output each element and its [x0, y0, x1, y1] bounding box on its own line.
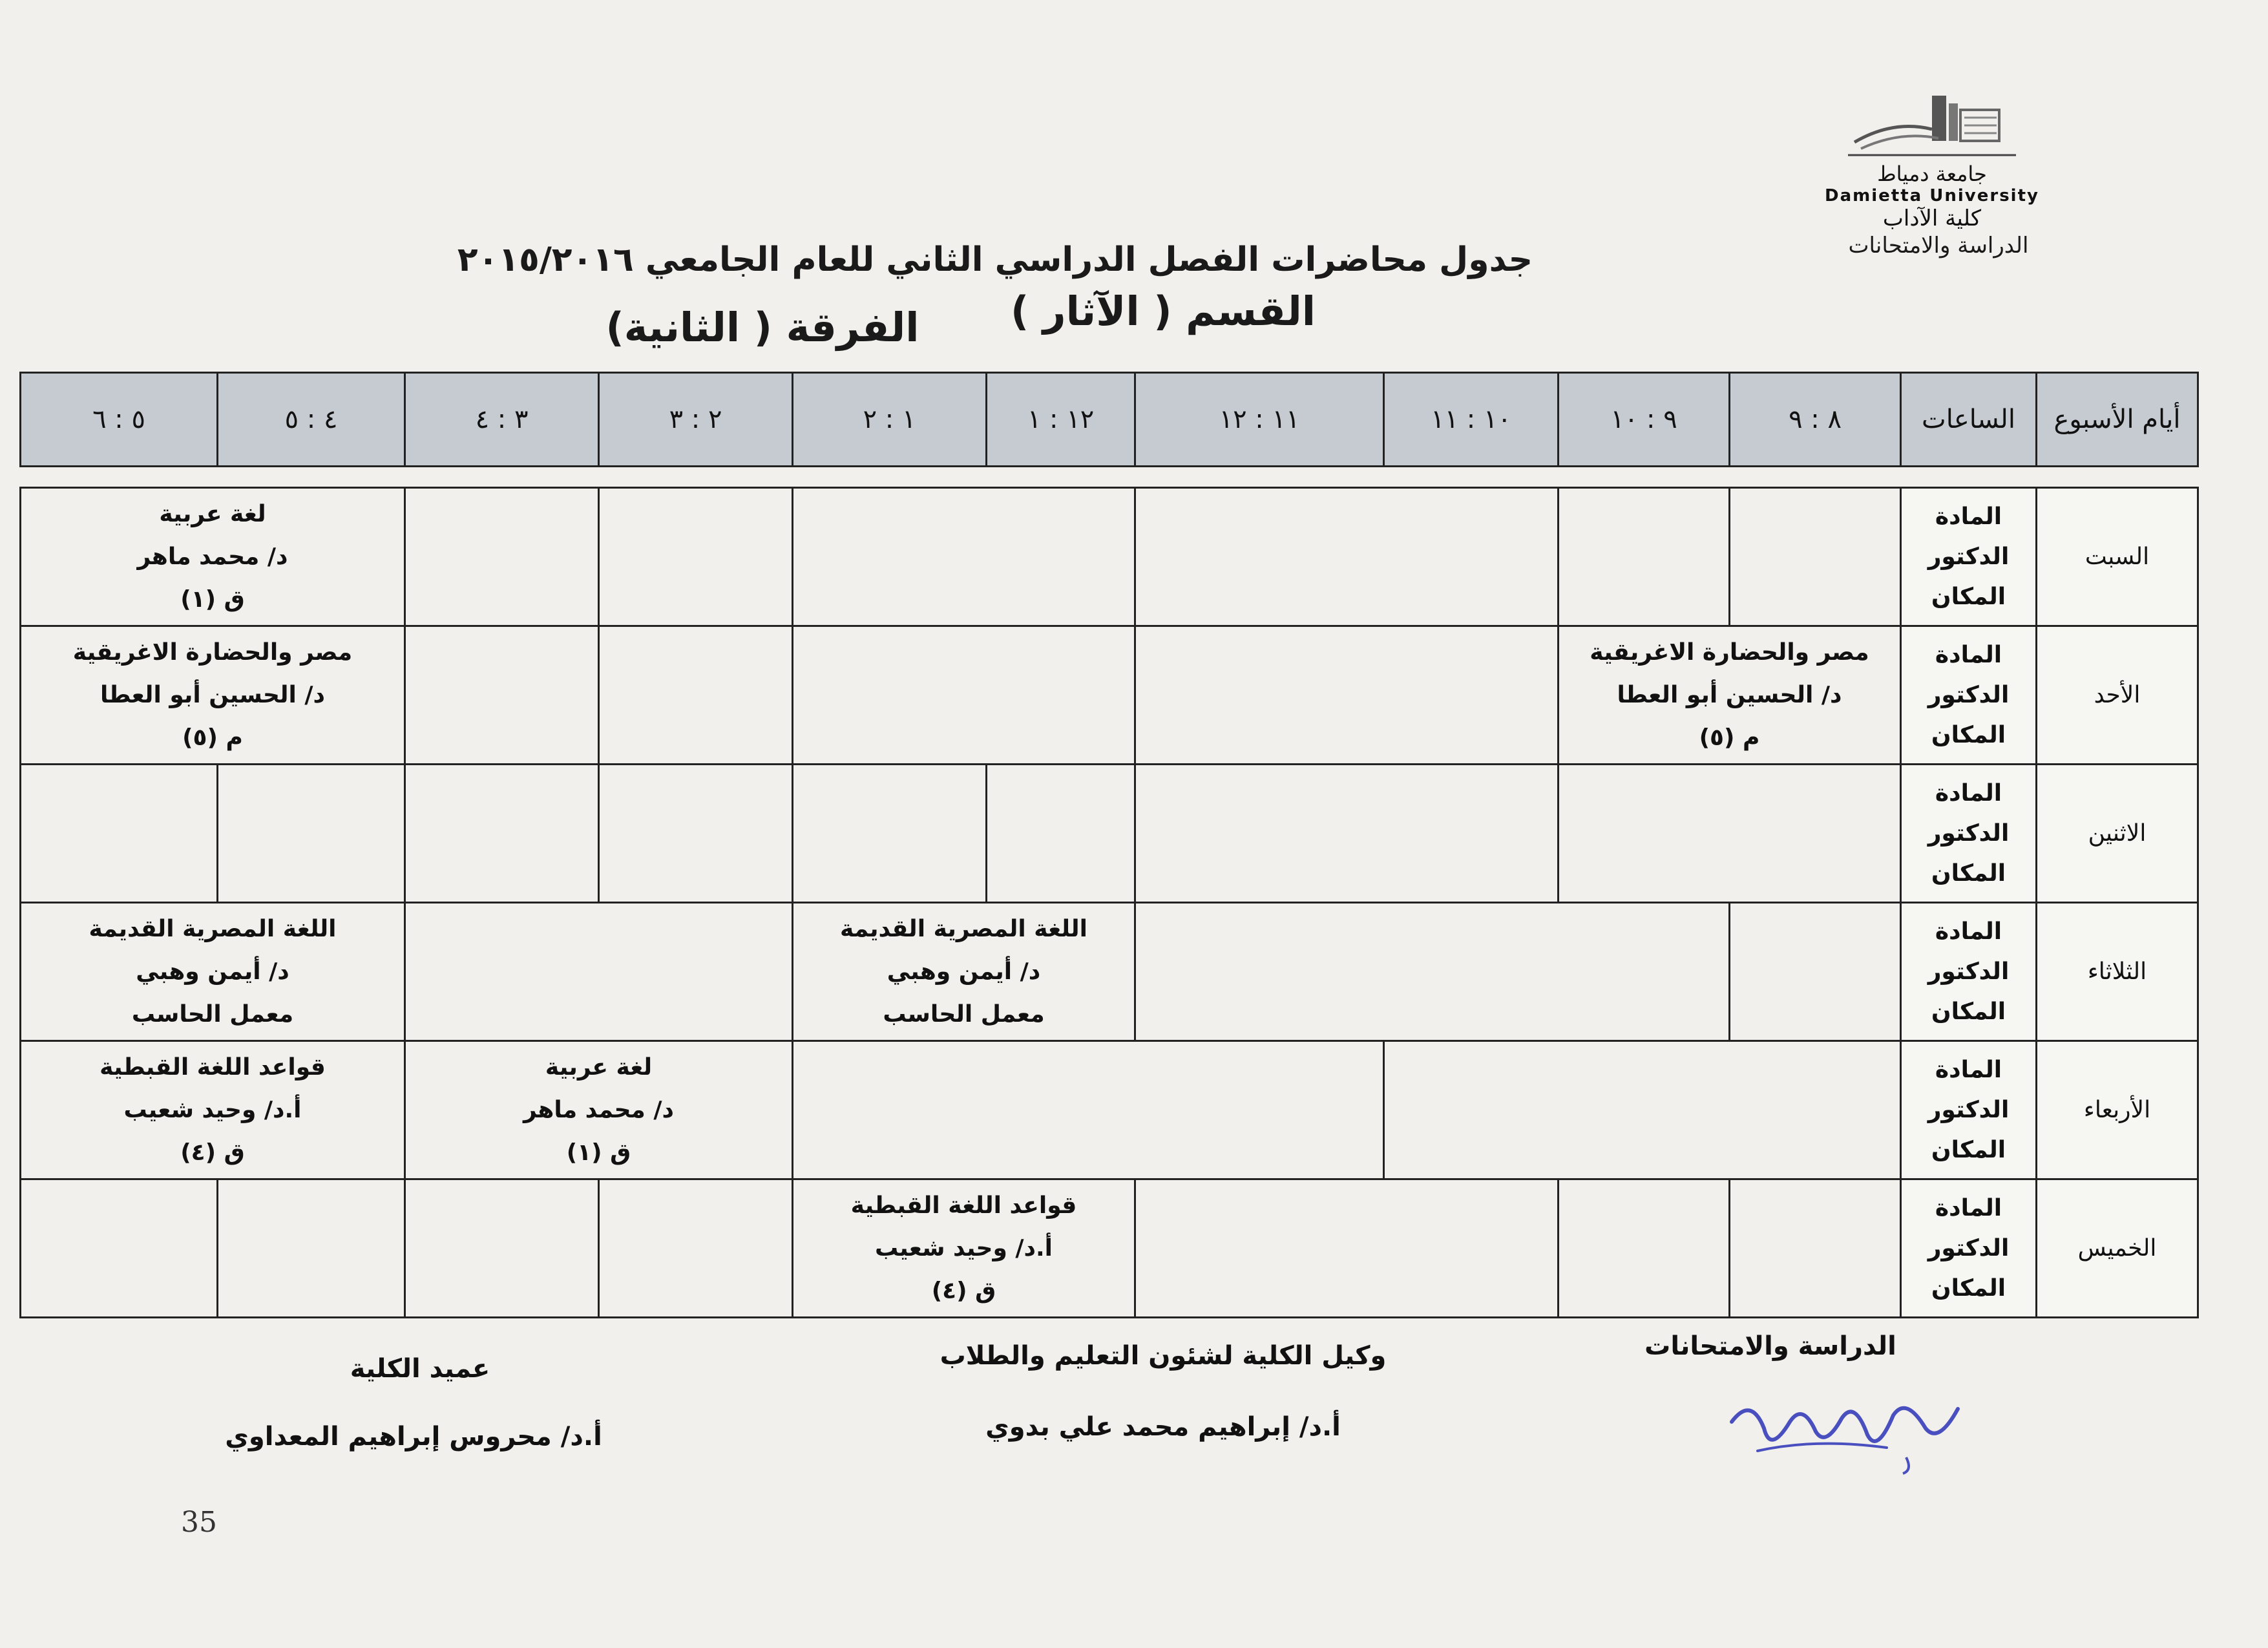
column-header-slot: ١٢ : ١: [987, 373, 1135, 467]
column-header-slot: ٨ : ٩: [1730, 373, 1901, 467]
session-room: معمل الحاسب: [883, 1000, 1045, 1028]
column-header-slot: ١١ : ١٢: [1135, 373, 1384, 467]
column-header-slot: ٩ : ١٠: [1559, 373, 1730, 467]
column-header-slot: ٥ : ٦: [21, 373, 218, 467]
session-cell: [21, 488, 405, 626]
schedule-title: جدول محاضرات الفصل الدراسي الثاني للعام الجامعي ٢٠١٥/٢٠١٦: [457, 240, 1533, 279]
session-doctor: د/ أيمن وهبي: [887, 958, 1041, 985]
row-label-course: المادة: [1935, 779, 2002, 807]
footer-office-title: الدراسة والامتحانات: [1644, 1331, 1896, 1361]
empty-cell: [21, 1179, 218, 1318]
session-cell: [21, 903, 405, 1041]
level-label: الفرقة ( الثانية): [605, 304, 919, 351]
table-row: [21, 1179, 2198, 1318]
table-header-row: [21, 373, 2198, 467]
empty-cell: [1730, 488, 1901, 626]
session-course: اللغة المصرية القديمة: [89, 915, 337, 942]
session-cell: [21, 1041, 405, 1179]
empty-cell: [1135, 903, 1730, 1041]
footer-vice-dean-name: أ.د/ إبراهيم محمد علي بدوي: [985, 1412, 1341, 1442]
row-label-course: المادة: [1935, 918, 2002, 945]
handwritten-signature: [1719, 1383, 1977, 1480]
session-doctor: أ.د/ وحيد شعيب: [874, 1234, 1053, 1262]
session-cell: [405, 1041, 793, 1179]
column-header-days: أيام الأسبوع: [2037, 373, 2198, 467]
column-header-slot: ٢ : ٣: [599, 373, 793, 467]
column-header-slot: ٤ : ٥: [218, 373, 405, 467]
row-labels: [1901, 1179, 2037, 1318]
empty-cell: [599, 488, 793, 626]
session-room: ق (١): [566, 1139, 631, 1166]
empty-cell: [1559, 1179, 1730, 1318]
office-label: الدراسة والامتحانات: [1848, 233, 2029, 259]
session-room: ق (٤): [931, 1277, 996, 1304]
row-labels: [1901, 903, 2037, 1041]
row-labels: [1901, 488, 2037, 626]
empty-cell: [405, 765, 599, 903]
empty-cell: [793, 1041, 1384, 1179]
session-cell: [793, 903, 1135, 1041]
day-name: الثلاثاء: [2037, 903, 2198, 1041]
session-room: م (٥): [1699, 724, 1760, 751]
empty-cell: [793, 488, 1135, 626]
empty-cell: [405, 488, 599, 626]
row-label-course: المادة: [1935, 1056, 2002, 1083]
column-header-hours: الساعات: [1901, 373, 2037, 467]
table-row: [21, 765, 2198, 903]
footer-dean-name: أ.د/ محروس إبراهيم المعداوي: [225, 1422, 602, 1452]
session-course: قواعد اللغة القبطية: [850, 1192, 1077, 1219]
session-course: اللغة المصرية القديمة: [839, 915, 1088, 942]
row-label-place: المكان: [1931, 1274, 2006, 1302]
session-course: لغة عربية: [545, 1053, 653, 1081]
empty-cell: [1384, 1041, 1901, 1179]
empty-cell: [599, 765, 793, 903]
empty-cell: [21, 765, 218, 903]
department-label: القسم ( الآثار ): [1011, 288, 1316, 335]
row-label-place: المكان: [1931, 860, 2006, 887]
session-course: قواعد اللغة القبطية: [100, 1053, 326, 1081]
schedule-table: [19, 372, 2199, 1318]
faculty-name: كلية الآداب: [1882, 206, 1982, 231]
university-emblem-icon: [1835, 90, 2029, 162]
day-name: الأربعاء: [2037, 1041, 2198, 1179]
table-row: [21, 488, 2198, 626]
day-name: الأحد: [2037, 626, 2198, 765]
empty-cell: [1730, 903, 1901, 1041]
empty-cell: [793, 626, 1135, 765]
session-course: مصر والحضارة الاغريقية: [1590, 639, 1869, 666]
session-cell: [1559, 626, 1901, 765]
row-labels: [1901, 1041, 2037, 1179]
empty-cell: [1135, 626, 1559, 765]
row-label-doctor: الدكتور: [1927, 819, 2010, 847]
row-label-course: المادة: [1935, 503, 2002, 530]
session-doctor: أ.د/ وحيد شعيب: [123, 1096, 302, 1123]
session-room: ق (١): [180, 586, 245, 613]
session-doctor: د/ الحسين أبو العطا: [100, 681, 325, 708]
footer-vice-dean-title: وكيل الكلية لشئون التعليم والطلاب: [940, 1341, 1387, 1371]
empty-cell: [1559, 765, 1901, 903]
row-labels: [1901, 626, 2037, 765]
column-header-slot: ١٠ : ١١: [1384, 373, 1559, 467]
empty-cell: [599, 626, 793, 765]
row-label-place: المكان: [1931, 1136, 2006, 1163]
session-doctor: د/ محمد ماهر: [137, 543, 288, 570]
page-number: 35: [181, 1506, 217, 1539]
day-name: الخميس: [2037, 1179, 2198, 1318]
empty-cell: [405, 1179, 599, 1318]
row-label-place: المكان: [1931, 583, 2006, 610]
day-name: الاثنين: [2037, 765, 2198, 903]
row-label-place: المكان: [1931, 721, 2006, 748]
empty-cell: [1135, 1179, 1559, 1318]
empty-cell: [218, 1179, 405, 1318]
row-label-doctor: الدكتور: [1927, 1096, 2010, 1123]
column-header-slot: ٣ : ٤: [405, 373, 599, 467]
day-name: السبت: [2037, 488, 2198, 626]
empty-cell: [987, 765, 1135, 903]
empty-cell: [1135, 488, 1559, 626]
empty-cell: [793, 765, 987, 903]
table-row: [21, 626, 2198, 765]
session-room: م (٥): [182, 724, 243, 751]
empty-cell: [1730, 1179, 1901, 1318]
column-header-slot: ١ : ٢: [793, 373, 987, 467]
row-label-course: المادة: [1935, 641, 2002, 668]
session-doctor: د/ محمد ماهر: [523, 1096, 674, 1123]
footer-dean-title: عميد الكلية: [350, 1354, 490, 1384]
table-row: [21, 903, 2198, 1041]
session-cell: [793, 1179, 1135, 1318]
row-label-doctor: الدكتور: [1927, 1234, 2010, 1262]
empty-cell: [1559, 488, 1730, 626]
session-room: معمل الحاسب: [131, 1000, 294, 1028]
empty-cell: [405, 626, 599, 765]
row-label-place: المكان: [1931, 998, 2006, 1025]
row-labels: [1901, 765, 2037, 903]
row-label-course: المادة: [1935, 1194, 2002, 1221]
session-room: ق (٤): [180, 1139, 245, 1166]
empty-cell: [1135, 765, 1559, 903]
row-label-doctor: الدكتور: [1927, 543, 2010, 570]
session-course: لغة عربية: [159, 500, 266, 527]
session-course: مصر والحضارة الاغريقية: [72, 639, 353, 666]
session-doctor: د/ أيمن وهبي: [136, 958, 289, 985]
table-row: [21, 1041, 2198, 1179]
empty-cell: [218, 765, 405, 903]
row-label-doctor: الدكتور: [1927, 681, 2010, 708]
session-cell: [21, 626, 405, 765]
empty-cell: [599, 1179, 793, 1318]
session-doctor: د/ الحسين أبو العطا: [1617, 681, 1842, 708]
university-arabic-name: جامعة دمياط: [1877, 162, 1987, 186]
empty-cell: [405, 903, 793, 1041]
university-english-name: Damietta University: [1825, 186, 2039, 206]
row-label-doctor: الدكتور: [1927, 958, 2010, 985]
